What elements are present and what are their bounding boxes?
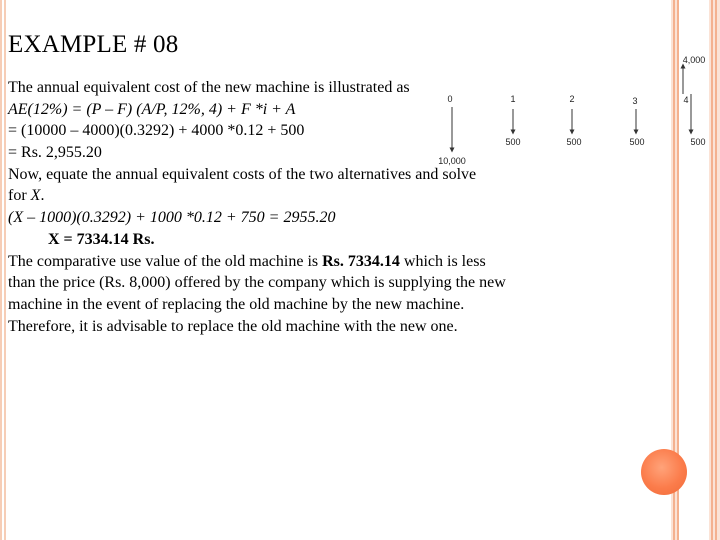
annual-cost-label: 500 [629,137,645,147]
annual-cost-label: 500 [566,137,582,147]
result-line: X = 7334.14 Rs. [48,230,155,248]
text-line: than the price (Rs. 8,000) offered by the company which is supplying the new [8,274,506,292]
text-line: Therefore, it is advisable to replace the old machine with the new one. [8,317,458,335]
annual-cost-label: 500 [505,137,521,147]
equation-line: AE(12%) = (P – F) (A/P, 12%, 4) + F *i + A [8,100,296,118]
text-line: machine in the event of replacing the old machine by the new machine. [8,295,465,313]
outflow-label: 10,000 [438,156,466,166]
salvage-label: 4,000 [682,55,706,65]
decor-circle [641,449,687,495]
text-line: The annual equivalent cost of the new machine is illustrated as [8,79,410,96]
period-label: 0 [447,94,453,104]
text-line: The comparative use value of the old machine is Rs. 7334.14 which is less [8,252,486,270]
slide-title: EXAMPLE # 08 [8,31,179,58]
result-line: = Rs. 2,955.20 [8,144,102,162]
left-decor-stripes [0,0,8,540]
text-line: for X. [8,187,45,205]
period-label: 2 [569,94,575,104]
equation-line: (X – 1000)(0.3292) + 1000 *0.12 + 750 = 2955.20 [8,209,336,227]
annual-cost-label: 500 [690,137,706,147]
period-label: 1 [510,94,516,104]
period-label: 4 [683,95,689,105]
equation-line: = (10000 – 4000)(0.3292) + 4000 *0.12 + 500 [8,122,305,140]
cash-flow-diagram [428,52,718,172]
period-label: 3 [632,96,638,106]
text-line: Now, equate the annual equivalent costs of the two alternatives and solve [8,165,477,183]
